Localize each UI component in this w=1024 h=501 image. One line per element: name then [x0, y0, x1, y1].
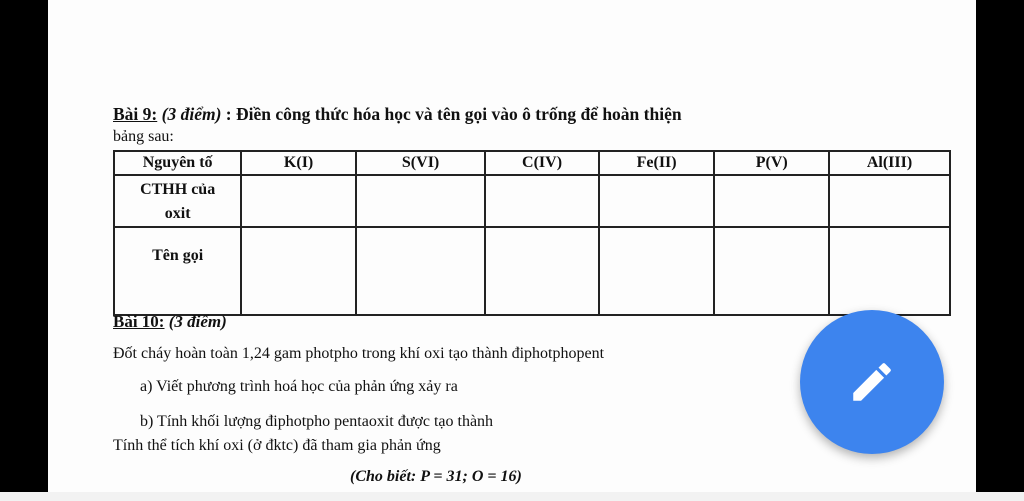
exercise-9-heading: Bài 9: [113, 104, 158, 124]
table-header-row [114, 151, 950, 175]
formula-cell[interactable] [599, 175, 715, 227]
formula-cell[interactable] [829, 175, 950, 227]
oxide-table [113, 150, 951, 316]
exercise-9-instruction-cont: bảng sau: [113, 128, 174, 145]
pencil-icon [847, 357, 897, 407]
name-cell[interactable] [599, 227, 715, 315]
bottom-strip [0, 492, 1024, 501]
name-cell[interactable] [829, 227, 950, 315]
formula-cell[interactable] [356, 175, 485, 227]
exercise-10-given: (Cho biết: P = 31; O = 16) [350, 468, 522, 485]
exercise-10-title [113, 312, 227, 332]
exercise-10-heading: Bài 10: [113, 312, 165, 331]
row-label-formula-line2: oxit [164, 205, 191, 222]
row-label-formula [114, 175, 241, 227]
exercise-10-part-c: Tính thể tích khí oxi (ở đktc) đã tham gia phản ứng [113, 437, 441, 454]
formula-cell[interactable] [485, 175, 599, 227]
formula-cell[interactable] [714, 175, 829, 227]
exercise-10-part-a: a) Viết phương trình hoá học của phản ứng xảy ra [140, 378, 458, 395]
exercise-9-title [113, 104, 682, 125]
exercise-9-instruction: : Điền công thức hóa học và tên gọi vào ô trống để hoàn thiện [221, 104, 682, 124]
table-row-name [114, 227, 950, 315]
header-element: K(I) [241, 151, 356, 175]
exercise-10-points: (3 điểm) [168, 312, 227, 331]
header-element: P(V) [714, 151, 829, 175]
header-element: Al(III) [829, 151, 950, 175]
row-label-name: Tên gọi [114, 227, 241, 315]
header-element: S(VI) [356, 151, 485, 175]
header-element: C(IV) [485, 151, 599, 175]
exercise-10-part-b: b) Tính khối lượng điphotpho pentaoxit được tạo thành [140, 413, 494, 430]
table-row-formula [114, 175, 950, 227]
name-cell[interactable] [356, 227, 485, 315]
header-element: Fe(II) [599, 151, 715, 175]
exercise-9-points: (3 điểm) [161, 104, 222, 124]
name-cell[interactable] [241, 227, 356, 315]
name-cell[interactable] [714, 227, 829, 315]
name-cell[interactable] [485, 227, 599, 315]
header-element-label: Nguyên tố [114, 151, 241, 175]
formula-cell[interactable] [241, 175, 356, 227]
row-label-formula-line1: CTHH của [140, 181, 216, 198]
exercise-10-intro: Đốt cháy hoàn toàn 1,24 gam photpho trong khí oxi tạo thành điphotphopent [113, 345, 605, 362]
edit-fab-button[interactable] [800, 310, 944, 454]
